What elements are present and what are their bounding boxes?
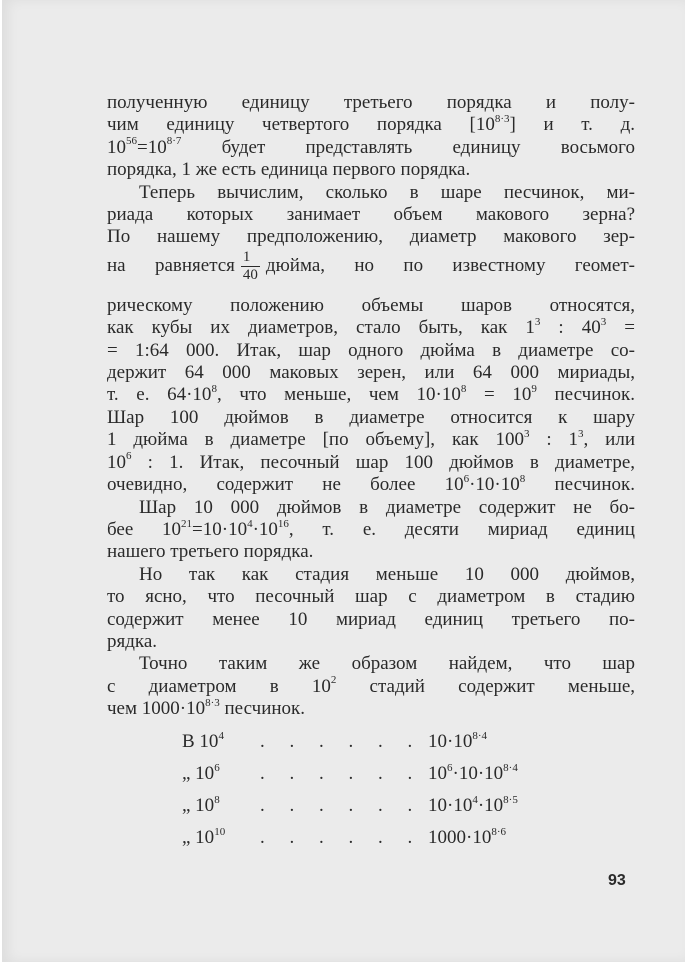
text-line: рическому положению объемы шаров относятся, xyxy=(107,294,635,316)
page-number: 93 xyxy=(608,872,626,889)
leader-dots: . . . . . . xyxy=(260,795,423,816)
text-line: По нашему предположению, диаметр макового зер- xyxy=(107,226,635,248)
leader-dots: . . . . . . xyxy=(260,763,423,784)
text-line: порядка, 1 же есть единица первого порядка. xyxy=(107,159,471,181)
text-line: 1 дюйма в диаметре [по объему], как $100^3$ : $1^3$, или xyxy=(107,427,635,451)
table-row: „ $10^8$ . . . . . . $10\cdot 10^4\cdot 10^{8\cdot 5}$ xyxy=(182,793,518,816)
leader-dots: . . . . . . xyxy=(260,827,423,848)
text-line: бее $10^{21}=10\cdot 10^4\cdot 10^{16}$, т. е. десяти мириад единиц xyxy=(107,517,635,540)
text-line: Но так как стадия меньше 10 000 дюймов, xyxy=(139,563,635,585)
text-line-with-fraction: на равняется $\frac{1}{40}$ дюйма, но по известному геомет- xyxy=(107,248,635,283)
body-text xyxy=(107,92,635,721)
table-row: „ $10^6$ . . . . . . $10^6\cdot 10\cdot 10^{8\cdot 4}$ xyxy=(182,761,518,784)
text-line: держит 64 000 маковых зерен, или 64 000 мириады, xyxy=(107,362,635,384)
text-line: Шар 10 000 дюймов в диаметре содержит не бо- xyxy=(139,496,635,518)
table-row: „ $10^{10}$ . . . . . . $1000\cdot 10^{8\cdot 6}$ xyxy=(182,825,506,848)
text-line: очевидно, содержит не более $10^6\cdot 10\cdot 10^8$ песчинок. xyxy=(107,472,635,496)
text-line: содержит менее 10 мириад единиц третьего по- xyxy=(107,608,635,630)
text-line: чем $1000\cdot 10^{8\cdot 3}$ песчинок. xyxy=(107,696,306,720)
table-row: В $10^4$ . . . . . . $10\cdot 10^{8\cdot 4}$ xyxy=(182,729,487,752)
leader-dots: . . . . . . xyxy=(260,731,423,752)
values-table xyxy=(182,731,542,859)
book-page xyxy=(2,0,685,962)
text-line: риада которых занимает объем макового зерна? xyxy=(107,204,635,226)
text-line: $10^6$ : 1. Итак, песочный шар 100 дюймов в диаметре, xyxy=(107,450,635,473)
text-line: с диаметром в $10^2$ стадий содержит меньше, xyxy=(107,674,636,697)
text-line: рядка. xyxy=(107,630,158,652)
fraction: $\frac{1}{40}$ xyxy=(242,248,258,283)
text-line: Точно таким же образом найдем, что шар xyxy=(139,653,635,675)
text-line: как кубы их диаметров, стало быть, как $1^3$ : $40^3$ = xyxy=(107,315,635,339)
text-line: то ясно, что песочный шар с диаметром в стадию xyxy=(107,586,635,608)
text-line: Шар 100 дюймов в диаметре относится к шару xyxy=(107,406,635,428)
text-line: чим единицу четвертого порядка $[10^{8\cdot 3}]$ и т. д. xyxy=(107,113,635,136)
text-line: полученную единицу третьего порядка и полу- xyxy=(107,92,635,113)
text-line: т. е. $64\cdot 10^8$, что меньше, чем $10\cdot 10^8 = 10^9$ песчинок. xyxy=(107,383,636,406)
text-line: $10^{56}=10^{8\cdot 7}$ будет представлять единицу восьмого xyxy=(107,135,635,158)
text-line: = 1:64 000. Итак, шар одного дюйма в диаметре со- xyxy=(107,339,635,361)
text-line: нашего третьего порядка. xyxy=(107,541,314,563)
text-line: Теперь вычислим, сколько в шаре песчинок, ми- xyxy=(139,181,635,203)
